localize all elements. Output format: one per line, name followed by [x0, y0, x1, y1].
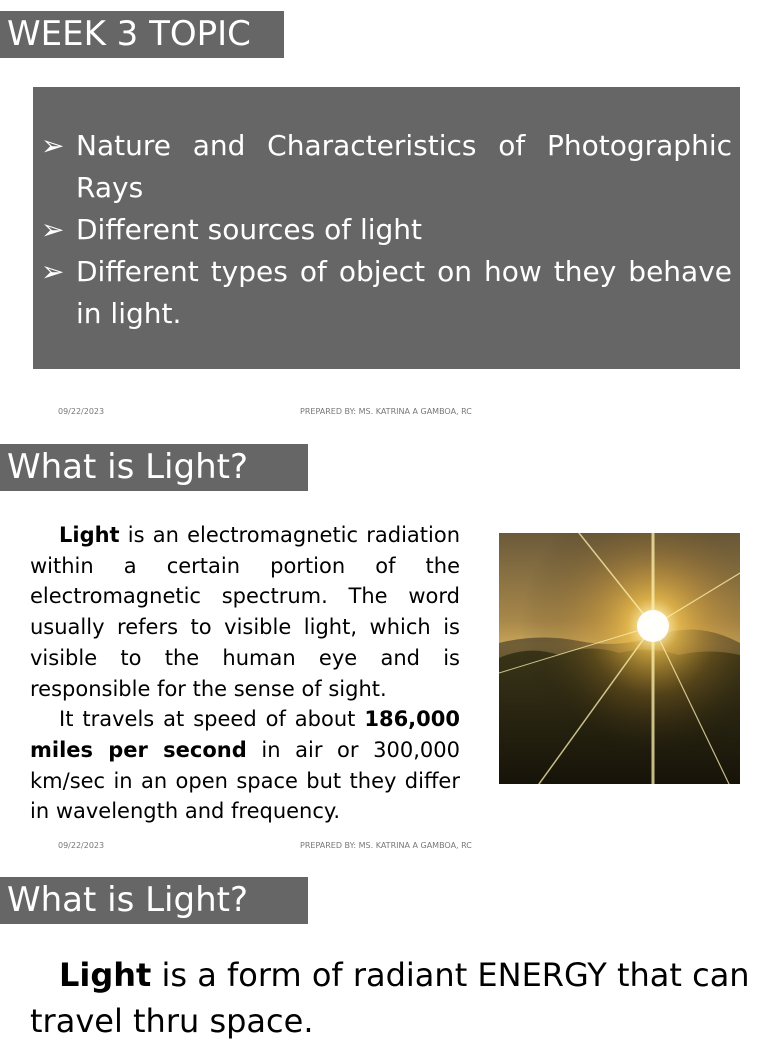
footer-prepared-by: PREPARED BY: MS. KATRINA A GAMBOA, RC [300, 841, 472, 850]
footer-date: 09/22/2023 [58, 407, 105, 416]
light-paragraph-1-text: is an electromagnetic radiation within a certain portion of the electromagnetic spectrum. The word usually refers to visible light, which is visible to the human eye and is responsible for the sense of sight. [30, 523, 460, 701]
topic-bullet-3-line2: in light. [76, 297, 182, 330]
light-energy-rest: is a form of radiant ENERGY that can travel thru space. [30, 956, 750, 1040]
topic-bullet-1-line2: Rays [76, 171, 144, 204]
topic-box [33, 87, 740, 369]
arrow-bullet-icon: ➢ [41, 213, 65, 246]
what-is-light-title: What is Light? [0, 444, 308, 491]
arrow-bullet-icon: ➢ [41, 255, 65, 288]
topic-bullet-2-line1: Different sources of light [76, 213, 423, 246]
footer-prepared-by: PREPARED BY: MS. KATRINA A GAMBOA, RC [300, 407, 472, 416]
light-paragraph-1 [30, 520, 460, 704]
topic-bullet-2 [41, 209, 732, 251]
topic-bullet-3 [41, 251, 732, 335]
light-bold-term: Light [59, 523, 120, 547]
topic-bullet-3-line1: Different types of object on how they behave [76, 255, 732, 288]
footer-date: 09/22/2023 [58, 841, 105, 850]
what-is-light-title-2: What is Light? [0, 877, 308, 924]
topic-bullet-1 [41, 125, 732, 209]
light-paragraph-2 [30, 704, 460, 827]
light-paragraph-2-text: in air or 300,000 km/sec in an open space but they differ in wavelength and frequency. [30, 737, 460, 824]
topic-bullet-1-line1: Nature and Characteristics of Photographic [76, 129, 732, 162]
light-bold-term: Light [59, 956, 152, 994]
week-topic-title: WEEK 3 TOPIC [0, 11, 284, 58]
sunlight-photo [499, 533, 740, 784]
arrow-bullet-icon: ➢ [41, 129, 65, 162]
light-definition-text [30, 520, 460, 827]
light-speed-bold: 186,000 miles per second [30, 707, 460, 762]
light-energy-text [30, 952, 750, 1044]
light-paragraph-2-start: It travels at speed of about [59, 707, 365, 732]
